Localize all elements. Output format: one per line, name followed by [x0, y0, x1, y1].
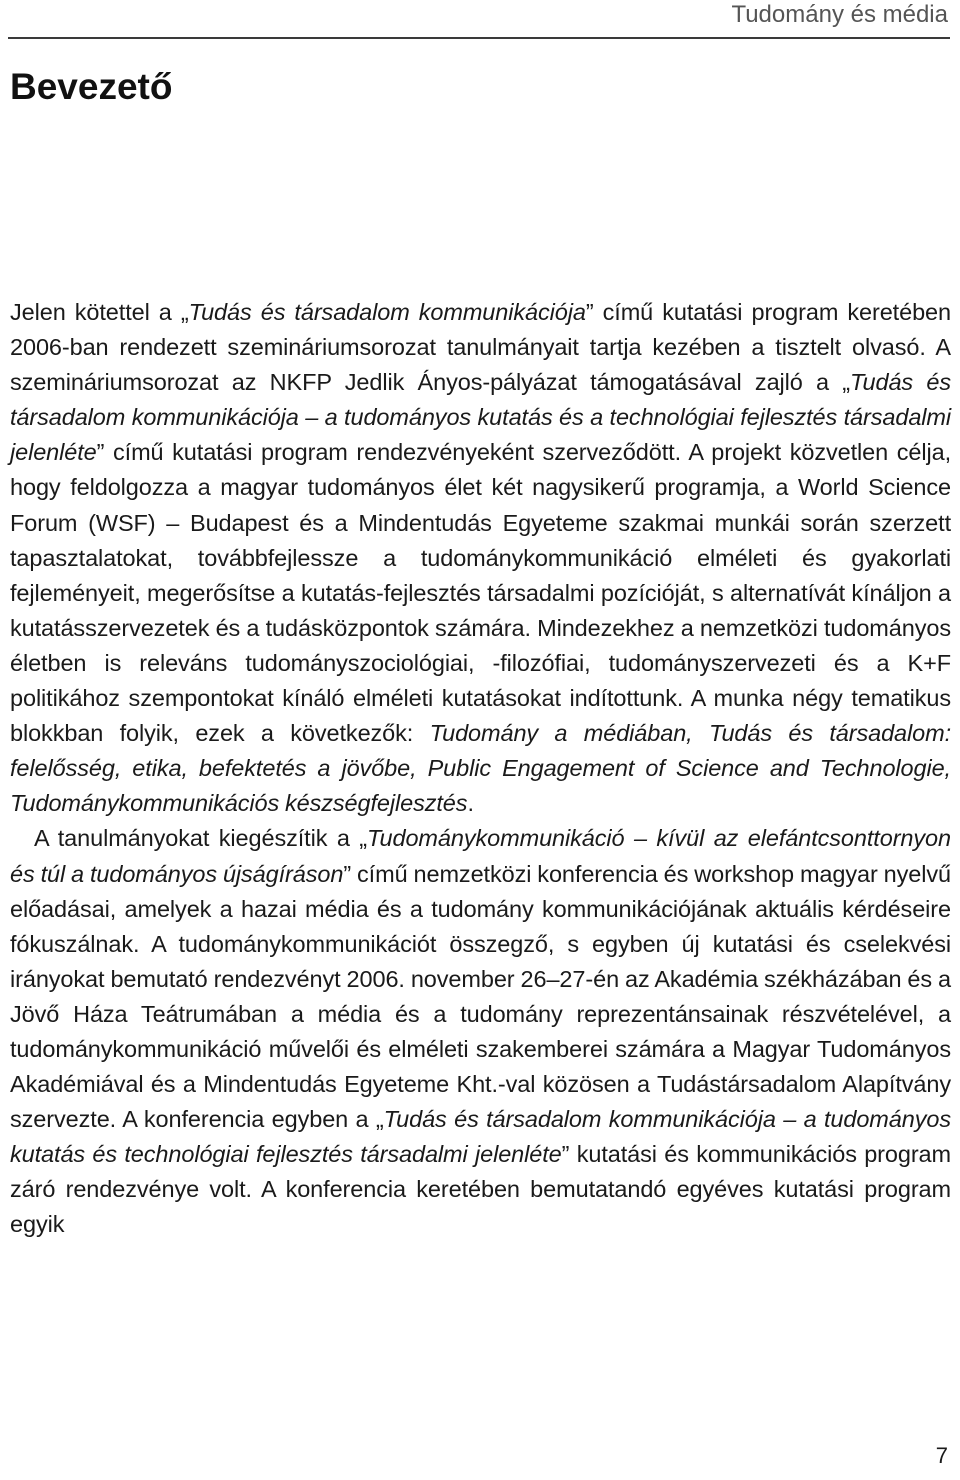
text-segment: .: [467, 790, 474, 817]
chapter-title: Bevezető: [10, 66, 173, 107]
text-segment: ” című nemzetközi konferencia és workshop magyar nyelvű előadásai, amelyek a hazai média és a tudomány kommunikációjának aktuális kérdéseire fókuszálnak. A tudománykommunikációt összegző, s egyben új kutatási és cselekvési irányokat bemutató rendezvényt 2006. november 26–27-én az Akadémia székházában és a Jövő Háza Teátrumában a média és a tudomány reprezentánsainak részvételével, a tudománykommunikáció művelői és elméleti szakemberei számára a Magyar Tudományos Akadémiával és a Mindentudás Egyeteme Kht.-val közösen a Tudástársadalom Alapítvány szervezte. A konferencia egyben a „: [10, 860, 951, 1133]
italic-title-segment: Tudás és társadalom kommunikációja: [188, 299, 586, 325]
italic-title-segment: Tudomány a médiában, Tudás és társadalom: felelősség, etika, befektetés a jövőbe, Public Engagement of Science and Technologie, Tudománykommunikációs készségfejlesztés: [10, 720, 952, 817]
italic-title-segment: Tudás és társadalom kommunikációja – a tudományos kutatás és a technológiai fejlesztés társadalmi jelenléte: [10, 369, 951, 466]
running-header: Tudomány és média: [731, 1, 948, 28]
text-segment: A tanulmányokat kiegészítik a „: [34, 825, 368, 852]
text-segment: ” című kutatási program keretében 2006-ban rendezett szemináriumsorozat tanulmányait tartja kezében a tisztelt olvasó. A szemináriumsorozat az NKFP Jedlik Ányos-pályázat támogatásával zajló a „: [10, 299, 951, 396]
paragraph-1: [10, 295, 951, 821]
text-segment: ” című kutatási program rendezvényeként szerveződött. A projekt közvetlen célja, hogy feldolgozza a magyar tudományos élet két nagysikerű programja, a World Science Forum (WSF) – Budapest és a Mindentudás Egyeteme szakmai munkái során szerzett tapasztalatokat, továbbfejlessze a tudománykommunikáció elméleti és gyakorlati fejleményeit, megerősítse a kutatás-fejlesztés társadalmi pozícióját, s alternatívát kínáljon a kutatásszervezetek és a tudásközpontok számára. Mindezekhez a nemzetközi tudományos életben is releváns tudományszociológiai, -filozófiai, tudományszervezeti és a K+F politikához szempontokat kínáló elméleti kutatásokat indítottunk. A munka négy tematikus blokkban folyik, ezek a következők:: [10, 439, 951, 747]
body-text: [10, 295, 951, 1243]
paragraph-2: [10, 821, 951, 1242]
header-divider: [8, 37, 950, 39]
italic-title-segment: Tudománykommunikáció – kívül az elefántcsonttornyon és túl a tudományos újságíráson: [10, 825, 951, 887]
text-segment: ” kutatási és kommunikációs program záró rendezvénye volt. A konferencia keretében bemutatandó egyéves kutatási program egyik: [10, 1141, 951, 1238]
text-segment: Jelen kötettel a „: [10, 299, 189, 325]
page-number: 7: [935, 1443, 948, 1468]
italic-title-segment: Tudás és társadalom kommunikációja – a tudományos kutatás és technológiai fejlesztés társadalmi jelenléte: [10, 1106, 951, 1168]
